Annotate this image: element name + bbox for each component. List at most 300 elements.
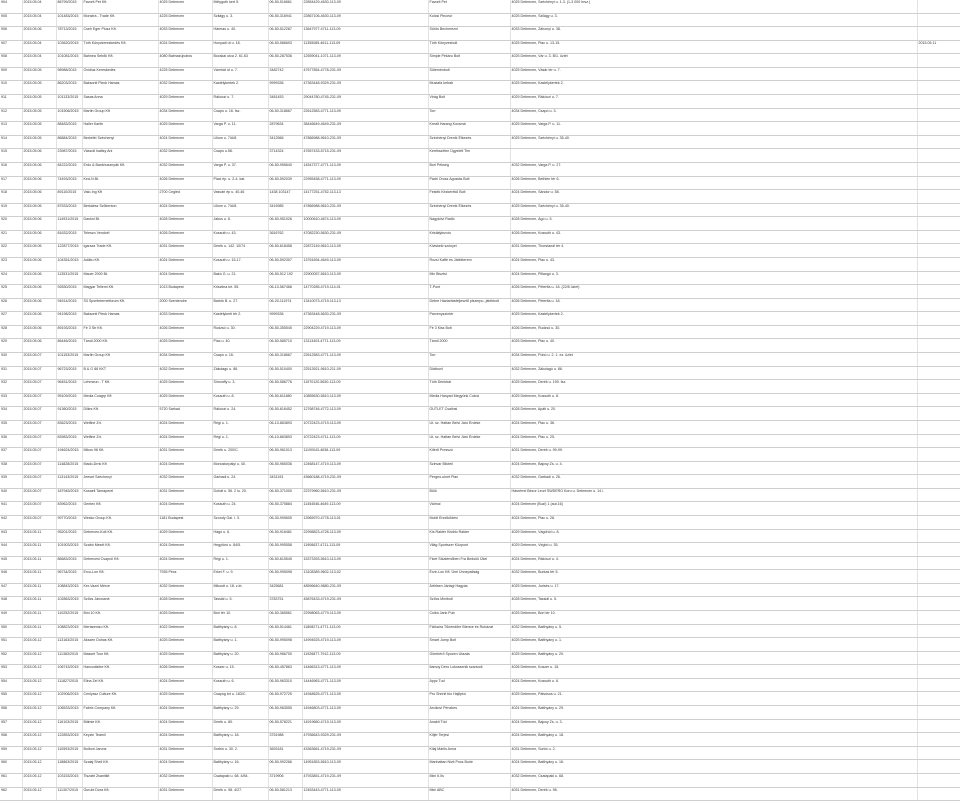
tax-number-cell: 12559041-1071-113-09 [302,54,428,68]
shop-name-cell: Pádri Orosz Agostás Bolt [428,176,510,190]
shop-name-cell: Virág Bolt [428,95,510,109]
case-number-cell: 87533/2015 [56,203,82,217]
phone-number-cell: 06-50-965036 [268,461,302,475]
case-number-cell: 83623/2015 [56,420,82,434]
operator-city-cell: 4024 Debrecen [158,706,212,720]
operator-name-cell: Welfine Zrt. [82,434,158,448]
tax-number-cell: 47933851-4719-231-09 [302,773,428,787]
closing-date-cell [917,312,960,326]
case-number-cell: 113163/2015 [56,638,82,652]
operator-name-cell: Favorit Pet Kft. [82,0,158,13]
row-number-cell: 912 [0,108,22,122]
shop-name-cell: Ut. sz. Hattan Belvi Járó Érdeke [428,434,510,448]
closing-date-cell [917,95,960,109]
shop-name-cell: Kiviskeki szónyei [428,244,510,258]
shop-name-cell: Festék Kézkerékű Bolt [428,190,510,204]
closing-date-cell [917,692,960,706]
tax-number-cell: 22900057-5610-113-09 [302,271,428,285]
operator-name-cell: Sasas Anna [82,95,158,109]
operator-name-cell: Masset Tour Kft. [82,651,158,665]
table-row [0,665,960,679]
case-number-cell: 108843/2015 [56,583,82,597]
closing-date-cell [917,190,960,204]
operator-name-cell: Akszen Dohas Kft. [82,638,158,652]
table-row [0,461,960,475]
phone-number-cell: 3412566 [268,135,302,149]
case-number-cell: 84222/2015 [56,162,82,176]
operator-street-cell: Régi u. 1. [212,556,268,570]
table-row [0,95,960,109]
phone-number-cell: 06-50-961013 [268,448,302,462]
operator-street-cell: Derék u. 98. 4/27. [212,787,268,801]
tax-number-cell: 22612583-4771-113-09 [302,108,428,122]
table-row [0,515,960,529]
permit-date-cell: 2015.05.11 [22,570,56,584]
phone-number-cell: 3415985 [268,203,302,217]
permit-date-cell: 2015.05.11 [22,583,56,597]
closing-date-cell [917,665,960,679]
operator-name-cell: Igarsza Trade Kft. [82,244,158,258]
phone-number-cell: 06-50-592039 [268,176,302,190]
shop-name-cell: Szőcs Minibolt [428,597,510,611]
operator-street-cell: Kastélykerti tér 2. [212,312,268,326]
phone-number-cell: 06-50-618458 [268,244,302,258]
shop-name-cell: Tóth Drinkbár [428,380,510,394]
shop-name-cell: Fé 3 Kiss Bolt [428,325,510,339]
table-row [0,40,960,54]
row-number-cell: 937 [0,448,22,462]
operator-street-cell: Varga P. u. 37. [212,162,268,176]
table-row [0,190,960,204]
case-number-cell: 94198/2015 [56,312,82,326]
shop-address-cell: 4025 Debrecen, Piac u. 40. [510,339,917,353]
operator-street-cell: Jakus u. 8. [212,217,268,231]
permit-date-cell: 2015.05.07 [22,502,56,516]
case-number-cell: 101153/2015 [56,353,82,367]
case-number-cell: 111383/2015 [56,651,82,665]
row-number-cell: 954 [0,678,22,692]
closing-date-cell [917,366,960,380]
shop-address-cell: 4031 Debrecen, Thorstandi tér 4. [510,244,917,258]
operator-street-cell: Csapó u. 16. [212,353,268,367]
operator-city-cell: 4025 Debrecen [158,651,212,665]
operator-name-cell: B & G 88 KKT [82,366,158,380]
phone-number-cell: 06-50-516661 [268,0,302,13]
case-number-cell: 103620/2015 [56,40,82,54]
phone-number-cell: 06-30-999605 [268,515,302,529]
operator-name-cell: Szőcs Jánossné [82,597,158,611]
operator-street-cell: Vasvári ép u. 40-46 [212,190,268,204]
shop-address-cell: 4025 Debrecen, Vár u. 3. B/1. üzlet [510,54,917,68]
tax-number-cell: 22379960-5610-231-09 [302,488,428,502]
tax-number-cell: 13113403-4771-113-09 [302,339,428,353]
tax-number-cell: 15373393-5610-113-09 [302,556,428,570]
permit-date-cell: 2015.05.06 [22,149,56,163]
row-number-cell: 957 [0,719,22,733]
shop-name-cell: Kitérő Presszó [428,448,510,462]
operator-name-cell: Lehmeun - T Kft. [82,380,158,394]
row-number-cell: 947 [0,583,22,597]
phone-number-cell: 06-50-951026 [268,217,302,231]
operator-name-cell: Ceniyssz Culture Kft. [82,692,158,706]
operator-city-cell: 4031 Debrecen [158,488,212,502]
shop-address-cell: 4024 Debrecen, Kossuth u. 6. [510,678,917,692]
shop-name-cell: Ut. sz. Hattan Belvi Járó Érdeke [428,420,510,434]
case-number-cell: 104351/2015 [56,257,82,271]
phone-number-cell: 06-50-916481 [268,529,302,543]
case-number-cell: 102906/2015 [56,692,82,706]
case-number-cell: 95201/2015 [56,529,82,543]
permit-date-cell: 2015.05.06 [22,271,56,285]
shop-address-cell: 4031 Debrecen, Derék u. 98. [510,787,917,801]
shop-address-cell: 4026 Debrecen, Bethlen tér 6. [510,176,917,190]
permit-date-cell: 2015.05.12 [22,719,56,733]
tax-number-cell: 45876433-4719-231-09 [302,597,428,611]
row-number-cell: 934 [0,407,22,421]
shop-address-cell: 4029 Debrecen, Végbó u. 35. [510,543,917,557]
row-number-cell: 958 [0,733,22,747]
row-number-cell: 950 [0,624,22,638]
tax-number-cell: 14994525-4719-113-09 [302,638,428,652]
operator-city-cell: 4025 Debrecen [158,0,212,13]
phone-number-cell: 06-50-615545 [268,556,302,570]
row-number-cell: 936 [0,434,22,448]
operator-city-cell: 4080 Balmazújváros [158,54,212,68]
row-number-cell: 949 [0,611,22,625]
case-number-cell: 98988/2015 [56,67,82,81]
row-number-cell: 916 [0,162,22,176]
tax-number-cell: 47677854-4778-231-09 [302,67,428,81]
phone-number-cell: 06-50-514461 [268,624,302,638]
operator-street-cell: Régi u. 1. [212,420,268,434]
operator-street-cell: Hármas u. 40. [212,27,268,41]
phone-number-cell: 06-50-512287 [268,27,302,41]
shop-address-cell: 4026 Debrecen, Péterfia u. 18. (22/8 üzlet) [510,285,917,299]
table-row [0,583,960,597]
tax-number-cell: 13761694-4649-113-09 [302,257,428,271]
table-row [0,597,960,611]
operator-name-cell: Fé 3 Str Kft. [82,325,158,339]
closing-date-cell [917,773,960,787]
shop-address-cell: 4025 Debrecen, Kastélykertek 2. [510,312,917,326]
permit-date-cell: 2015.05.06 [22,27,56,41]
permit-date-cell: 2015.05.12 [22,651,56,665]
row-number-cell: 960 [0,760,22,774]
table-row [0,746,960,760]
case-number-cell: 99770/2015 [56,515,82,529]
shop-address-cell: 4026 Debrecen, Péterfia u. 18. [510,298,917,312]
phone-number-cell: 06-50-995558 [268,543,302,557]
operator-city-cell: 4024 Debrecen [158,434,212,448]
row-number-cell: 941 [0,502,22,516]
shop-address-cell: 4028 Debrecen, Tassiál u. 5. [510,597,917,611]
operator-name-cell: Hancodisfee Kft. [82,665,158,679]
permit-date-cell: 2015.05.04 [22,13,56,27]
permit-date-cell: 2015.05.12 [22,692,56,706]
permit-date-cell: 2015.05.12 [22,733,56,747]
operator-street-cell: Garbadi u. 24. [212,475,268,489]
operator-street-cell: Hágó u. 6. [212,529,268,543]
row-number-cell: 953 [0,665,22,679]
operator-city-cell: 4029 Debrecen [158,95,212,109]
shop-name-cell: Pergeo-ulnet Plan [428,475,510,489]
shop-address-cell: 4024 Debrecen, Piac u. 28. [510,515,917,529]
shop-address-cell: 4032 Debrecen, Zákolagú u. 86. [510,366,917,380]
closing-date-cell [917,244,960,258]
row-number-cell: 961 [0,773,22,787]
operator-street-cell: Kossuth u. 15-17. [212,257,268,271]
shop-address-cell: 4031 Debrecen, Sorbó u. 2. [510,746,917,760]
row-number-cell: 928 [0,325,22,339]
case-number-cell: 86446/2015 [56,339,82,353]
table-row [0,706,960,720]
closing-date-cell [917,434,960,448]
phone-number-cell: 06-50-512 192 [268,271,302,285]
shop-name-cell: Mustafa kebab [428,81,510,95]
shop-address-cell: 4033 Debrecen, Záhonyi u. 38. [510,27,917,41]
operator-name-cell: Mado-Drnk Kft [82,461,158,475]
permit-date-cell: 2015.05.05 [22,67,56,81]
shop-address-cell: 4024 Debrecen, Pillangó u. 3. [510,271,917,285]
closing-date-cell [917,393,960,407]
operator-city-cell: 5720 Sarkad [158,407,212,421]
operator-name-cell: Berkáész Szőkenton [82,203,158,217]
case-number-cell: 94514/2015 [56,298,82,312]
case-number-cell: 102863/2015 [56,597,82,611]
case-number-cell: 86683/2015 [56,556,82,570]
permit-date-cell: 2015.05.07 [22,380,56,394]
operator-name-cell: Martin Group Kft [82,108,158,122]
operator-name-cell: Elina Zel Kft. [82,678,158,692]
case-number-cell: 81632/2015 [56,230,82,244]
shop-name-cell: Mix Bisztró [428,271,510,285]
operator-street-cell: Rudzsó u. 30. [212,325,268,339]
shop-name-cell: Bölö [428,488,510,502]
tax-number-cell: 13965970-4778-113-01 [302,515,428,529]
operator-name-cell: Szalaj Sheil Kft. [82,760,158,774]
operator-city-cell: 4025 Debrecen [158,122,212,136]
phone-number-cell: 3783751 [268,597,302,611]
operator-city-cell: 4024 Debrecen [158,678,212,692]
operator-name-cell: Mertarenizo Kft. [82,624,158,638]
case-number-cell: 96734/2015 [56,570,82,584]
row-number-cell: 945 [0,556,22,570]
closing-date-cell [917,597,960,611]
closing-date-cell [917,108,960,122]
operator-street-cell: Derék u. 80. [212,719,268,733]
operator-street-cell: Liliom u. 7/A/8. [212,135,268,149]
operator-city-cell: 4032 Debrecen [158,162,212,176]
operator-street-cell: Batthyány u. 8. [212,624,268,638]
tax-number-cell: 12468147-4719-113-09 [302,461,428,475]
tax-number-cell: 22867106-4630-113-09 [302,13,428,27]
case-number-cell: 101133/2015 [56,95,82,109]
closing-date-cell [917,203,960,217]
table-row [0,135,960,149]
operator-city-cell: 4025 Debrecen [158,393,212,407]
closing-date-cell [917,380,960,394]
shop-address-cell: 4024 Debrecen, Sándor u. 58. [510,190,917,204]
case-number-cell: 187945/2015 [56,488,82,502]
phone-number-cell: 3751988 [268,733,302,747]
shop-name-cell: Anakti Tüd [428,719,510,733]
case-number-cell: 101483/2015 [56,13,82,27]
operator-name-cell: Media Coagrp Kft [82,393,158,407]
phone-number-cell: 06-50-355545 [268,325,302,339]
permit-date-cell: 2015.05.05 [22,95,56,109]
operator-name-cell: Debrecen-Kolt Kft. [82,529,158,543]
shop-address-cell: 4026 Debrecen, Kossuth u. 43. [510,230,917,244]
shop-name-cell: Nagykövi Rádió [428,217,510,231]
operator-city-cell: 4033 Debrecen [158,27,212,41]
operator-name-cell: Valo-Ing Kft [82,190,158,204]
permit-date-cell: 2015.05.11 [22,543,56,557]
permit-date-cell: 2015.05.11 [22,556,56,570]
permit-date-cell: 2015.05.07 [22,366,56,380]
tax-number-cell: 11970120-5630-113-09 [302,380,428,394]
operator-city-cell: 4025 Debrecen [158,611,212,625]
shop-name-cell: Kolcsi Pinceúr [428,13,510,27]
table-row [0,366,960,380]
closing-date-cell [917,502,960,516]
operator-street-cell: Liliom u. 7/A/8. [212,203,268,217]
table-row [0,325,960,339]
table-row [0,787,960,801]
shop-address-cell: 4025 Debrecen, Derék u. 199. fsz. [510,380,917,394]
operator-city-cell: 4028 Debrecen [158,217,212,231]
phone-number-cell: 06-10-863893 [268,420,302,434]
permit-date-cell: 2015.05.06 [22,190,56,204]
operator-street-cell: Csapóg krt u. 183/C. [212,692,268,706]
operator-name-cell: Tándi 2000 Kft. [82,339,158,353]
closing-date-cell [917,461,960,475]
row-number-cell: 924 [0,271,22,285]
shop-address-cell: 4032 Debrecen, Batthyány u. 5. [510,624,917,638]
operator-name-cell: Fabrix Company Kft. [82,706,158,720]
operator-name-cell: Dashni Bt. [82,217,158,231]
operator-name-cell: Mauer 2000 Bt. [82,271,158,285]
case-number-cell: 101506/2015 [56,108,82,122]
shop-name-cell: Tándi 2000 [428,339,510,353]
permit-date-cell: 2015.05.07 [22,393,56,407]
tax-number-cell: 22872149-9610-113-09 [302,244,428,258]
permit-date-cell: 2015.05.12 [22,706,56,720]
operator-city-cell: 4026 Debrecen [158,325,212,339]
table-row [0,122,960,136]
permit-date-cell: 2015.05.06 [22,312,56,326]
closing-date-cell [917,611,960,625]
operator-city-cell: 4033 Debrecen [158,312,212,326]
table-row [0,719,960,733]
operator-street-cell: Piaci ép. u. 2-4. kat. [212,176,268,190]
shop-name-cell: Válmoi [428,502,510,516]
phone-number-cell: 06-50-995098 [268,638,302,652]
permit-date-cell: 2015.05.06 [22,203,56,217]
operator-street-cell: Rákóczi u. 7. [212,95,268,109]
case-number-cell: 83962/2015 [56,502,82,516]
table-row [0,556,960,570]
tax-number-cell: 22854429-4630-113-09 [302,0,428,13]
permit-date-cell: 2015.05.04 [22,54,56,68]
phone-number-cell: 06-20-111974 [268,298,302,312]
phone-number-cell: 3425681 [268,583,302,597]
shop-name-cell: Parvenyszíntér [428,312,510,326]
operator-name-cell: Wesko Group Kft. [82,515,158,529]
shop-address-cell: 4025 Debrecen, Varga P. u. 11. [510,122,917,136]
table-row [0,0,960,13]
row-number-cell: 935 [0,420,22,434]
table-row [0,692,960,706]
operator-city-cell: 4031 Debrecen [158,787,212,801]
operator-street-cell: Bóri tér 10. [212,611,268,625]
table-row [0,448,960,462]
closing-date-cell [917,285,960,299]
tax-number-cell: 14948625-4771-113-09 [302,692,428,706]
tax-number-cell: 11190043-4638-113-09 [302,448,428,462]
permit-date-cell: 2015.05.07 [22,407,56,421]
closing-date-cell [917,217,960,231]
case-number-cell: 114931/2015 [56,217,82,231]
tax-number-cell: 11926877-7912-113-09 [302,651,428,665]
phone-number-cell: 06-10-567468 [268,285,302,299]
operator-street-cell: Mikostt u. 18. z.kt. [212,583,268,597]
permit-date-cell: 2015.05.06 [22,162,56,176]
case-number-cell: 89193/2015 [56,325,82,339]
permit-date-cell: 2015.05.05 [22,122,56,136]
shop-name-cell: Szinvar Blicteli [428,461,510,475]
operator-street-cell: Szondy Gal. l. 3. [212,515,268,529]
table-row [0,611,960,625]
case-number-cell: 113143/2015 [56,475,82,489]
operator-street-cell: Derék u. 200/C. [212,448,268,462]
case-number-cell: 113531/2015 [56,271,82,285]
tax-number-cell: 47082230-5630-231-09 [302,230,428,244]
tax-number-cell: 48596640-9880-231-09 [302,583,428,597]
operator-street-cell: Krisztina krt. 55. [212,285,268,299]
operator-name-cell: Dilkrs Kft. [82,407,158,421]
operator-name-cell: Kosaeli Tanraperel [82,488,158,502]
shop-address-cell: 4025 Debrecen, Széchényi u. 1-3. (1-3 000 hrsz.) [510,0,917,13]
operator-street-cell: Rákóczi u. 24. [212,407,268,421]
permit-date-cell: 2015.05.12 [22,746,56,760]
operator-street-cell: Szilágy u. 3. [212,13,268,27]
operator-city-cell: 4024 Debrecen [158,733,212,747]
shop-name-cell: Széchényi Drenik Étkezés [428,203,510,217]
operator-street-cell: Erkel F. u. 9. [212,570,268,584]
operator-street-cell: Varga P. u. 11. [212,122,268,136]
case-number-cell: 106533/2015 [56,706,82,720]
phone-number-cell: 06-50-371000 [268,488,302,502]
table-row [0,488,960,502]
table-row [0,638,960,652]
operator-city-cell: 4025 Debrecen [158,692,212,706]
shop-address-cell: 4025 Debrecen, Pálsúsos u. 21. [510,692,917,706]
operator-street-cell: Zákolagú u. 86. [212,366,268,380]
table-row [0,624,960,638]
operator-city-cell: 4026 Debrecen [158,665,212,679]
table-row [0,257,960,271]
tax-number-cell: 22998823-4728-113-09 [302,529,428,543]
tax-number-cell: 22904229-4719-113-09 [302,325,428,339]
operator-city-cell: 4022 Debrecen [158,624,212,638]
closing-date-cell [917,271,960,285]
case-number-cell: 96723/2015 [56,366,82,380]
tax-number-cell: 10000610-4674-113-09 [302,217,428,231]
operator-name-cell: Jeeset Széchenyi [82,475,158,489]
shop-address-cell: 4024 Debrecen, Bajcsy Zs. u. 3. [510,719,917,733]
shop-name-cell: Mobil Érzelkődési [428,515,510,529]
operator-city-cell: 4031 Debrecen [158,746,212,760]
